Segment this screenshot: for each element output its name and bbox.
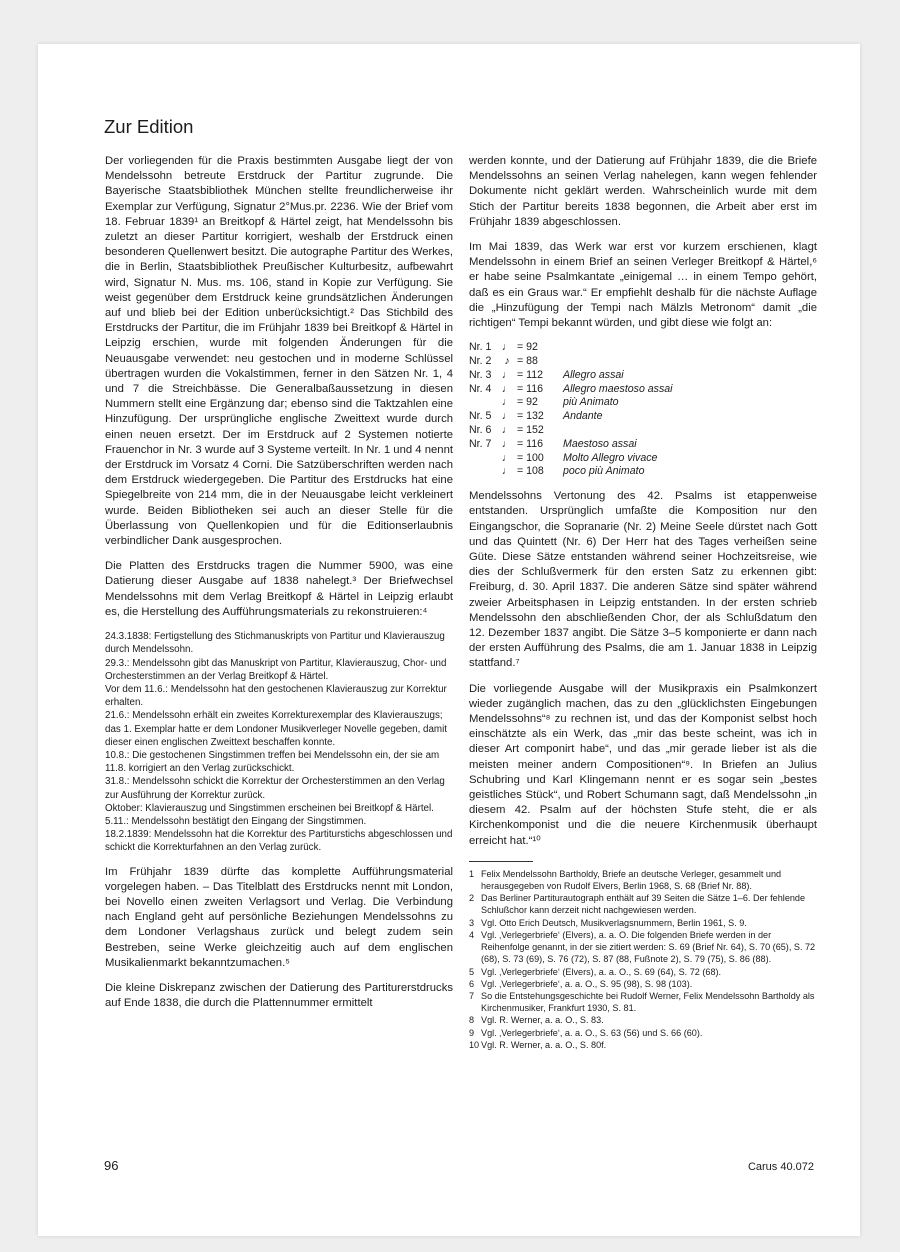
tempo-marking: Allegro maestoso assai [563, 382, 673, 395]
footnote-number: 4 [469, 929, 475, 940]
footnote-number: 5 [469, 966, 475, 977]
footnote-text: So die Entstehungsgeschichte bei Rudolf Werner, Felix Mendelssohn Bartholdy als Kirchenmusiker, Frankfurt 1930, S. 81. [481, 990, 815, 1014]
tempo-marking: più Animato [563, 396, 619, 409]
footnote [469, 929, 817, 966]
right-column [469, 154, 817, 1051]
metronome-value: = 108 [517, 465, 544, 478]
footnote-number: 10 [469, 1039, 480, 1050]
timeline-entry: Vor dem 11.6.: Mendelssohn hat den gestochenen Klavierauszug zur Korrektur erhalten. [105, 683, 447, 709]
note-icon: ♩ [501, 396, 513, 409]
metronome-value: = 88 [517, 355, 538, 368]
footnote [469, 1014, 817, 1026]
footnote [469, 1039, 817, 1051]
note-icon: ♩ [501, 368, 513, 381]
footnote-text: Das Berliner Partiturautograph enthält auf 39 Seiten die Sätze 1–6. Der fehlende Schlußchor kann derzeit nicht nachgewiesen werden. [481, 893, 806, 916]
note-icon: ♩ [501, 465, 513, 478]
footnote-text: Vgl. R. Werner, a. a. O., S. 83. [481, 1015, 604, 1026]
footnote-text: Vgl. ‚Verlegerbriefe‘ (Elvers), a. a. O., S. 69 (64), S. 72 (68). [481, 966, 722, 977]
movement-number: Nr. 1 [469, 341, 492, 354]
movement-number: Nr. 3 [469, 368, 492, 381]
timeline-entry: 24.3.1838: Fertigstellung des Stichmanuskripts von Partitur und Klavierauszug durch Mendelssohn. [105, 631, 445, 656]
movement-number: Nr. 6 [469, 424, 492, 437]
movement-number: Nr. 4 [469, 382, 492, 395]
metronome-value: = 112 [517, 368, 544, 381]
footnote-divider [469, 861, 533, 862]
footnote [469, 990, 817, 1014]
paragraph: Der vorliegenden für die Praxis bestimmten Ausgabe liegt der von Mendelssohn betreute Erstdruck der Partitur zugrunde. Die Bayerische Staatsbibliothek München stellte freundlicherweise ihr Exemplar zur Verfügung, Signatur 2°Mus.pr. 2236. Wie der Brief vom 18. Februar 1839¹ an Breitkopf & Härtel zeigt, hat Mendelssohn bis zuletzt an dieser Partitur korrigiert, weshalb der Erstdruck einen besonderen Quellenwert besitzt. Die autographe Partitur des Werkes, die in Berlin, Staatsbibliothek Preußischer Kulturbesitz, aufbewahrt wird, Signatur N. Mus. ms. 106, stand in Kopie zur Verfügung. Sie weist gegenüber dem Erstdruck keine grundsätzlichen Änderungen auf und blieb bei der Edition unberücksichtigt.² Das Stichbild des Erstdrucks der Partitur, die im Frühjahr 1839 bei Breitkopf & Härtel in Leipzig erschien, wurde mit folgenden Änderungen für die Neuausgabe verwendet: neu gestochen und in moderne Schlüssel übertragen wurden die Vokalstimmen, ferner in den Sätzen Nr. 1, 4 und 7 die Streichbässe. Die Generalbaßaussetzung in diesen Nummern stellt eine Ergänzung dar; ebenso sind die Taktzahlen eine Hinzufügung. Der ursprüngliche englische Zweittext wurde durch einen neuen ersetzt. Der im Erstdruck auf 2 Systemen notierte Frauenchor in Nr. 3 wurde auf 3 Systeme verteilt. In Nr. 1 und 4 nennt der Erstdruck im Vorsatz 4 Corni. Die Satzüberschriften werden nach dem Erstdruck wiedergegeben. Die Partitur des Erstdrucks hat eine Spiegelbreite von 214 mm, die in der Neuausgabe leicht verkleinert wurde. Beiden Bibliotheken sei auch an dieser Stelle für die Überlassung von Quellenkopien und für die Editionserlaubnis verbindlicher Dank ausgesprochen. [105, 155, 453, 548]
tempo-marking: poco più Animato [563, 465, 645, 478]
footnote [469, 1027, 817, 1039]
footnote [469, 917, 817, 929]
footnote-number: 6 [469, 978, 475, 989]
note-icon: ♪ [504, 355, 510, 368]
metronome-value: = 92 [517, 396, 538, 409]
tempo-row [469, 396, 817, 410]
timeline-entry: 21.6.: Mendelssohn erhält ein zweites Korrekturexemplar des Klavierauszugs; das 1. Exemplar hatte er dem Londoner Musikverleger Novelle gegeben, damit dieser einen englischen Zweittext beschaffen konnte. [105, 710, 447, 748]
tempo-row [469, 438, 817, 452]
page-title: Zur Edition [104, 116, 194, 137]
footnote-text: Vgl. Otto Erich Deutsch, Musikverlagsnummern, Berlin 1961, S. 9. [481, 917, 747, 928]
movement-number [469, 465, 497, 479]
timeline-entry: 18.2.1839: Mendelssohn hat die Korrektur des Partiturstichs abgeschlossen und schickt die Korrekturfahnen an den Verlag zurück. [105, 829, 453, 854]
footnote [469, 892, 817, 916]
tempo-row [469, 341, 817, 355]
footnote-number: 7 [469, 990, 475, 1001]
footnote-number: 8 [469, 1015, 475, 1026]
tempo-marking: Andante [563, 410, 603, 423]
metronome-value: = 116 [517, 382, 544, 395]
tempo-row [469, 410, 817, 424]
catalog-number: Carus 40.072 [747, 1161, 814, 1173]
paragraph: Die vorliegende Ausgabe will der Musikpraxis ein Psalmkonzert wieder zugänglich machen, das zu den „glücklichsten Eingebungen Mendelssohns“⁸ zu rechnen ist, und das der Komponist selbst hoch einschätzte als ein Werk, das „mir das beste scheint, was ich in dieser Art componirt habe“, und das „mir gerade lieber ist als die meisten meiner andern Compositionen“⁹. In Briefen an Julius Schubring und Karl Klingemann nennt er es sogar sein „bestes geistliches Stück“, und Robert Schumann sagt, daß Mendelssohn „in diesem 42. Psalm auf der höchsten Stufe steht, die er als Kirchenkomponist und die die neuere Kirchenmusik überhaupt erreicht hat.“¹⁰ [469, 682, 817, 847]
movement-number [469, 452, 497, 466]
note-icon: ♩ [501, 410, 513, 423]
timeline-entry: 5.11.: Mendelssohn bestätigt den Eingang der Singstimmen. [105, 815, 367, 827]
paragraph: Mendelssohns Vertonung des 42. Psalms ist etappenweise entstanden. Ursprünglich umfaßte die Komposition nur den Eingangschor, die Sopranarie (Nr. 2) Meine Seele dürstet nach Gott und das Quintett (Nr. 6) Der Herr hat des Tages verheißen seine Güte. Diese Sätze entstanden während seiner Hochzeitsreise, wie dies der Schlußvermerk für den ersten Satz zu erkennen gibt: Freiburg, d. 30. April 1837. Die anderen Sätze sind später während zweier Arbeitsphasen in Leipzig entstanden. In der ersten schrieb Mendelssohn den abschließenden Chor, der als Schlußdatum den 12. Dezember 1837 angibt. Die Sätze 3–5 komponierte er dann nach der ersten Aufführung des Psalms, die am 1. Januar 1838 in Leipzig stattfand.⁷ [469, 490, 817, 670]
paragraph: Die Platten des Erstdrucks tragen die Nummer 5900, was eine Datierung dieser Ausgabe auf 1838 nahelegt.³ Der Briefwechsel Mendelssohns mit dem Verlag Breitkopf & Härtel in Leipzig erlaubt es, die Herstellung des Aufführungsmaterials zu rekonstruieren:⁴ [105, 560, 453, 618]
footnote-text: Vgl. R. Werner, a. a. O., S. 80f. [481, 1039, 607, 1050]
footnotes [469, 868, 817, 1051]
footnote [469, 868, 817, 892]
page-number: 96 [104, 1158, 119, 1173]
timeline-entry: Oktober: Klavierauszug und Singstimmen erscheinen bei Breitkopf & Härtel. [105, 802, 434, 814]
left-column [105, 154, 453, 1021]
tempo-marking: Allegro assai [563, 368, 624, 381]
footnote-text: Vgl. ‚Verlegerbriefe‘ (Elvers), a. a. O. Die folgenden Briefe werden in der Reihenfolge genannt, in der sie zitiert werden: S. 69 (Brief Nr. 64), S. 70 (65), S. 72 (68), S. 73 (69), S. 76 (72), S. 87 (88, Fußnote 2), S. 79 (75), S. 86 (88). [481, 929, 816, 965]
metronome-value: = 100 [517, 451, 544, 464]
tempo-table [469, 341, 817, 479]
footnote [469, 978, 817, 990]
note-icon: ♩ [501, 382, 513, 395]
tempo-row [469, 465, 817, 479]
note-icon: ♩ [501, 437, 513, 450]
paragraph: Im Mai 1839, das Werk war erst vor kurzem erschienen, klagt Mendelssohn in einem Brief an seinen Verleger Breitkopf & Härtel,⁶ er habe seine Psalmkantate „einigemal … in einem Tempo gehört, daß es ein Graus war.“ Er empfiehlt deshalb für die nächste Auflage die „Hinzufügung der Tempi nach Mälzls Metronom“ damit „die richtigen“ Tempi bekannt würden, und gibt diese wie folgt an: [469, 241, 817, 330]
movement-number: Nr. 5 [469, 410, 492, 423]
timeline-entry: 10.8.: Die gestochenen Singstimmen treffen bei Mendelssohn ein, der sie am 11.8. korrigiert an den Verlag zurückschickt. [105, 749, 440, 775]
footnote [469, 966, 817, 978]
movement-number [469, 396, 497, 410]
footnote-text: Vgl. ‚Verlegerbriefe‘, a. a. O., S. 95 (98), S. 98 (103). [481, 978, 693, 989]
footnote-number: 2 [469, 893, 475, 904]
tempo-row [469, 369, 817, 383]
footnote-number: 3 [469, 917, 475, 928]
tempo-row [469, 452, 817, 466]
metronome-value: = 152 [517, 424, 544, 437]
document-page [38, 44, 860, 1236]
metronome-value: = 132 [517, 410, 544, 423]
paragraph: Die kleine Diskrepanz zwischen der Datierung des Partiturerstdrucks auf Ende 1838, die durch die Plattennummer ermittelt [105, 981, 453, 1010]
timeline-entry: 31.8.: Mendelssohn schickt die Korrektur der Orchesterstimmen an den Verlag zur Ausführung der Korrektur zurück. [105, 776, 445, 801]
paragraph: werden konnte, und der Datierung auf Frühjahr 1839, die die Briefe Mendelssohns an seinen Verlag nahelegen, kann wegen fehlender Dokumente nicht geklärt werden. Wahrscheinlich wurde mit dem Stich der Partitur bereits 1838 begonnen, die Arbeit aber erst im Frühjahr 1839 abgeschlossen. [469, 155, 817, 228]
footnote-number: 1 [469, 868, 475, 879]
note-icon: ♩ [501, 424, 513, 437]
footnote-text: Vgl. ‚Verlegerbriefe‘, a. a. O., S. 63 (56) und S. 66 (60). [481, 1027, 703, 1038]
paragraph: Im Frühjahr 1839 dürfte das komplette Aufführungsmaterial vorgelegen haben. – Das Titelblatt des Erstdrucks nennt mit London, bei Novello einen zweiten Verlagsort und Verlag. Die Verbindung nach England geht auf persönliche Beziehungen Mendelssohns zu dem Londoner Verlagshaus zurück und belegt zudem sein Bestreben, seine Werke gleichzeitig auch auf dem englischen Musikalienmarkt bekanntzumachen.⁵ [105, 865, 453, 969]
timeline-entry: 29.3.: Mendelssohn gibt das Manuskript von Partitur, Klavierauszug, Chor- und Orchesterstimmen an der Verlag Breitkopf & Härtel. [105, 657, 447, 682]
tempo-row [469, 424, 817, 438]
timeline-list [105, 630, 453, 854]
tempo-marking: Molto Allegro vivace [563, 451, 658, 464]
note-icon: ♩ [501, 451, 513, 464]
tempo-row [469, 355, 817, 369]
tempo-marking: Maestoso assai [563, 437, 637, 450]
tempo-row [469, 383, 817, 397]
footnote-number: 9 [469, 1027, 475, 1038]
metronome-value: = 92 [517, 341, 538, 354]
movement-number: Nr. 7 [469, 437, 492, 450]
metronome-value: = 116 [517, 437, 544, 450]
note-icon: ♩ [501, 341, 513, 354]
footnote-text: Felix Mendelssohn Bartholdy, Briefe an deutsche Verleger, gesammelt und herausgegeben von Rudolf Elvers, Berlin 1968, S. 68 (Brief Nr. 88). [481, 868, 782, 892]
movement-number: Nr. 2 [469, 355, 492, 368]
